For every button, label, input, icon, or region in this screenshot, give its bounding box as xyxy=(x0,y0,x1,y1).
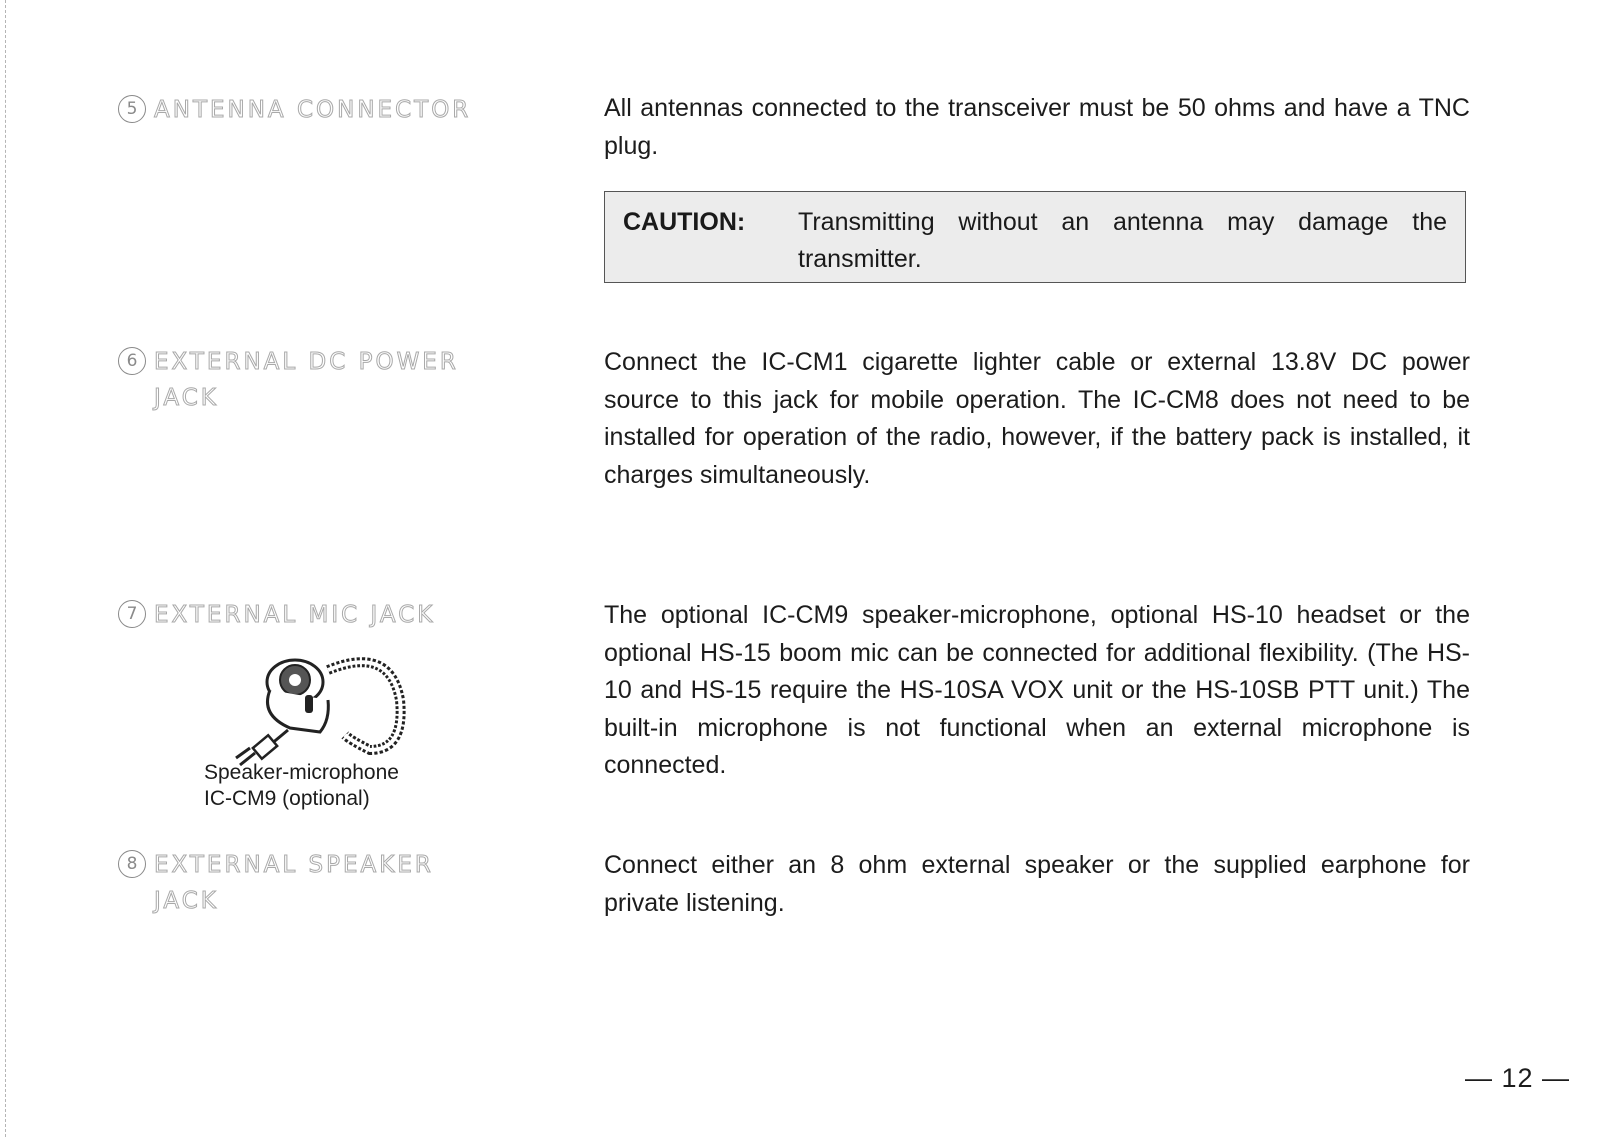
section-body-external-mic-jack: The optional IC-CM9 speaker-microphone, optional HS-10 headset or the optional HS-15 boom mic can be connected for additional flexibility. (The HS-10 and HS-15 require the HS-10SA VOX unit or the HS-10SB PTT unit.) The built-in microphone is not functional when an external microphone is connected. xyxy=(604,601,1470,779)
heading-text: EXTERNAL DC POWER JACK xyxy=(154,349,459,411)
section-heading-antenna-connector xyxy=(118,92,518,128)
heading-text: EXTERNAL MIC JACK xyxy=(154,602,436,628)
section-heading-external-mic-jack xyxy=(118,597,518,633)
heading-text: ANTENNA CONNECTOR xyxy=(154,97,472,123)
section-number-8: 8 xyxy=(118,850,146,878)
section-number-5: 5 xyxy=(118,95,146,123)
section-number-7: 7 xyxy=(118,600,146,628)
section-heading-external-speaker-jack xyxy=(118,847,478,919)
page-number: — 12 — xyxy=(1465,1063,1571,1093)
section-number-6: 6 xyxy=(118,347,146,375)
section-body-external-dc-power-jack: Connect the IC-CM1 cigarette lighter cable or external 13.8V DC power source to this jack for mobile operation. The IC-CM8 does not need to be installed for operation of the radio, however, if the battery pack is installed, it charges simultaneously. xyxy=(604,348,1470,489)
page-binding-edge xyxy=(5,0,6,1137)
section-body-external-speaker-jack: Connect either an 8 ohm external speaker or the supplied earphone for private listening. xyxy=(604,851,1470,917)
caution-box xyxy=(604,191,1466,283)
heading-text: EXTERNAL SPEAKER JACK xyxy=(154,852,434,914)
section-body-antenna-connector: All antennas connected to the transceiver must be 50 ohms and have a TNC plug. xyxy=(604,94,1470,160)
caution-label: CAUTION: xyxy=(623,208,746,236)
figure-caption-line-1: Speaker-microphone xyxy=(204,761,399,784)
figure-caption-line-2: IC-CM9 (optional) xyxy=(204,787,370,810)
caution-text: Transmitting without an antenna may damage the transmitter. xyxy=(798,208,1447,273)
figure-caption xyxy=(204,760,464,812)
section-heading-external-dc-power-jack xyxy=(118,344,488,416)
